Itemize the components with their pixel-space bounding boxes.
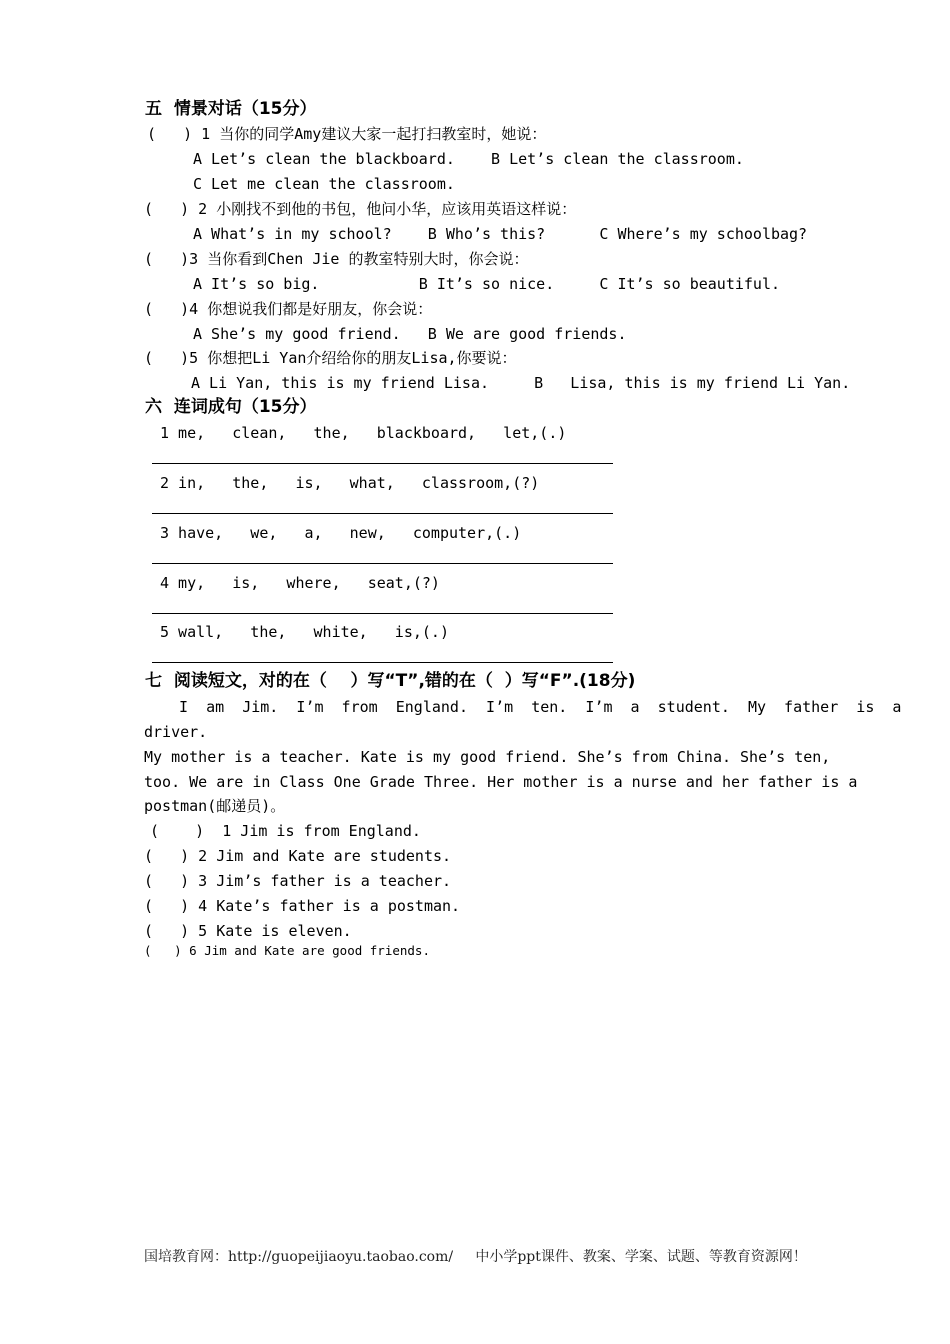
option-line: A What’s in my school? B Who’s this? C Where’s my schoolbag? [193,225,808,243]
question-line: ( )4 你想说我们都是好朋友，你会说： [144,300,433,318]
passage-line: postman(邮递员)。 [144,797,286,815]
tf-question: ( ) 3 Jim’s father is a teacher. [144,872,452,890]
page-footer: 国培教育网：http://guopeijiaoyu.taobao.com/ 中小学ppt课件、教案、学案、试题、等教育资源网！ [144,1249,807,1265]
section6-title: 六 连词成句（15分） [145,397,317,417]
answer-line [152,662,613,663]
tf-question-small: ( ) 6 Jim and Kate are good friends. [144,943,430,958]
section5-title: 五 情景对话（15分） [145,99,317,119]
tf-question: ( ) 5 Kate is eleven. [144,922,352,940]
option-line: A She’s my good friend. B We are good friends. [193,325,627,343]
answer-line [152,513,613,514]
answer-line [152,613,613,614]
option-line: C Let me clean the classroom. [193,175,455,193]
tf-question: ( ) 1 Jim is from England. [150,822,421,840]
passage-line: My mother is a teacher. Kate is my good friend. She’s from China. She’s ten, [144,748,831,766]
option-line: A Let’s clean the blackboard. B Let’s clean the classroom. [193,150,744,168]
word-order-item: 3 have, we, a, new, computer,(.) [160,524,522,542]
tf-question: ( ) 2 Jim and Kate are students. [144,847,452,865]
question-line: ( ) 2 小刚找不到他的书包，他问小华，应该用英语这样说： [144,200,577,218]
answer-line [152,563,613,564]
question-line: ( )5 你想把Li Yan介绍给你的朋友Lisa,你要说： [144,349,517,367]
question-line: ( )3 当你看到Chen Jie 的教室特别大时，你会说： [144,250,529,268]
passage-line: I am Jim. I’m from England. I’m ten. I’m a student. My father is a [179,698,902,716]
option-line: A It’s so big. B It’s so nice. C It’s so beautiful. [193,275,780,293]
question-line: ( ) 1 当你的同学Amy建议大家一起打扫教室时，她说： [147,125,547,143]
tf-question: ( ) 4 Kate’s father is a postman. [144,897,461,915]
word-order-item: 5 wall, the, white, is,(.) [160,623,449,641]
passage-line: too. We are in Class One Grade Three. Her mother is a nurse and her father is a [144,773,858,791]
answer-line [152,463,613,464]
word-order-item: 1 me, clean, the, blackboard, let,(.) [160,424,567,442]
section7-title: 七 阅读短文，对的在（ ）写“T”,错的在（ ）写“F”.(18分) [145,671,636,691]
passage-line: driver. [144,723,208,741]
option-line: A Li Yan, this is my friend Lisa. B Lisa, this is my friend Li Yan. [191,374,851,392]
word-order-item: 2 in, the, is, what, classroom,(?) [160,474,540,492]
word-order-item: 4 my, is, where, seat,(?) [160,574,440,592]
